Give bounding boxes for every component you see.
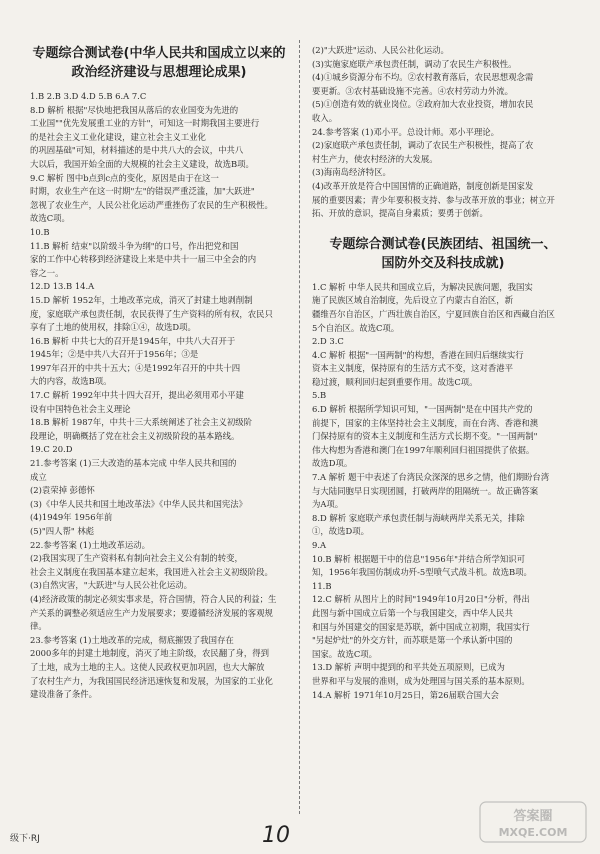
answer-line: 国家。故选C项。 (312, 648, 378, 659)
answer-line: 10.B 解析 根据题干中的信息"1956年"并结合所学知识可 (312, 553, 525, 564)
answer-line: 时期，农业生产在这一时期"左"的错误严重泛滥，加"大跃进" (30, 186, 255, 197)
answer-line: (3)自然灾害，"大跃进"与人民公社化运动。 (30, 580, 192, 591)
answer-line: 故选D项。 (312, 458, 353, 469)
answer-line: 律。 (30, 621, 47, 632)
answer-line: 15.D 解析 1952年，土地改革完成，消灭了封建土地剥削制 (30, 294, 253, 305)
answer-line: 前提下，国家的主体坚持社会主义制度，而在台湾、香港和澳 (312, 417, 539, 428)
answer-line: 9.A (312, 540, 327, 550)
answer-list-section1 (30, 90, 288, 702)
answer-line: (5)"四人帮" 林彪 (30, 526, 95, 536)
answer-list-continued (312, 44, 574, 221)
answer-line: 8.D 解析 家庭联产承包责任制与海峡两岸关系无关，排除 (312, 512, 525, 523)
answer-line: 14.A 解析 1971年10月25日，第26届联合国大会 (312, 689, 499, 700)
answer-line: 拓、开放的意识，提高自身素质；要勇于创新。 (312, 208, 488, 219)
svg-text:答案圈: 答案圈 (513, 809, 553, 824)
answer-line: 6.D 解析 根据所学知识可知，"一国两制"是在中国共产党的 (312, 404, 533, 415)
section-title-line: 专题综合测试卷(中华人民共和国成立以来的 (32, 46, 286, 61)
answer-line: 施了民族区域自治制度，先后设立了内蒙古自治区，新 (312, 295, 513, 306)
answer-line: 4.C 解析 根据"一国两制"的构想，香港在回归后继续实行 (312, 349, 524, 360)
answer-line: (3)海南岛经济特区。 (312, 167, 391, 178)
column-divider (299, 40, 300, 814)
answer-line: 忽视了农业生产，人民公社化运动严重挫伤了农民的生产积极性。 (30, 199, 273, 210)
answer-line: 大以后，我国开始全面的大规模的社会主义建设，故选B项。 (30, 158, 254, 169)
answer-line: 建设准备了条件。 (30, 689, 97, 700)
answer-line: 7.A 解析 题干中表述了台湾民众深深的思乡之情，他们期盼台湾 (312, 472, 550, 483)
section-title-unity-defense (312, 235, 574, 273)
answer-line: (4)改革开放是符合中国国情的正确道路，制度创新是国家发 (312, 180, 534, 191)
answer-line: 了农村生产力，为我国国民经济迅速恢复和发展，为国家的工业化 (30, 675, 273, 686)
answer-line: 18.B 解析 1987年，中共十三大系统阐述了社会主义初级阶 (30, 417, 252, 428)
answer-line: "另起炉灶"的外交方针，而苏联是第一个承认新中国的 (312, 635, 513, 646)
right-column (312, 44, 574, 702)
answer-line: 稳过渡，顺利回归起到重要作用。故选C项。 (312, 376, 478, 387)
section-title-politics-economy (30, 44, 288, 82)
answer-line: 故选C项。 (30, 213, 70, 224)
svg-text:MXQE.COM: MXQE.COM (498, 826, 568, 839)
answer-line: 22.参考答案 (1)土地改革运动。 (30, 539, 150, 550)
answer-line: 12.C 解析 从图片上的时间"1949年10月20日"分析，得出 (312, 594, 530, 605)
answer-line: 11.B 解析 结束"以阶级斗争为纲"的口号，作出把党和国 (30, 240, 239, 251)
answer-line: 村生产力，使农村经济的大发展。 (312, 153, 438, 164)
answer-list-section2 (312, 281, 574, 702)
answer-line: (2)我国实现了生产资料私有制向社会主义公有制的转变， (30, 553, 243, 564)
answer-line: 21.参考答案 (1)三大改造的基本完成 中华人民共和国的 (30, 458, 237, 469)
answer-line: 了土地，成为土地的主人。这使人民政权更加巩固，也大大解放 (30, 661, 265, 672)
answer-line: 19.C 20.D (30, 444, 73, 455)
section-title-line: 国防外交及科技成就) (381, 255, 505, 271)
answer-line: (3)实施家庭联产承包责任制，调动了农民生产积极性。 (312, 58, 517, 69)
answer-line: 伟大构想为香港和澳门在1997年顺利回归祖国提供了依据。 (312, 444, 535, 455)
answer-line: 为A项。 (312, 499, 344, 510)
answer-line: 11.B (312, 580, 332, 591)
answer-line: 的是社会主义工业化建设，建立社会主义工业化 (30, 131, 206, 142)
footer-grade-label: 级下·RJ (10, 834, 40, 844)
answer-line: (5)①创造有效的就业岗位。②政府加大农业投资，增加农民 (312, 99, 534, 110)
answer-line: 成立 (30, 471, 47, 482)
answer-line: 与大陆同胞早日实现团圆，打破两岸的阻隔统一。故正确答案 (312, 485, 539, 496)
answer-line: 产关系的调整必须适应生产力发展要求；要遵循经济发展的客观规 (30, 607, 273, 618)
answer-line: 此图与新中国成立后第一个与我国建交，西中华人民共 (312, 607, 513, 618)
answer-line: 9.C 解析 图中b点到c点的变化，原因是由于在这一 (30, 172, 219, 183)
answer-line: 5个自治区。故选C项。 (312, 322, 400, 333)
answer-line: (2)家庭联产承包责任制，调动了农民生产积极性，提高了农 (312, 140, 534, 151)
answer-line: 8.D 解析 根据"尽快地把我国从落后的农业国变为先进的 (30, 104, 239, 115)
answer-line: 13.D 解析 声明中提到的和平共处五项原则，已成为 (312, 662, 505, 673)
answer-line: 社会主义制度在我国基本建立起来，我国进入社会主义初级阶段。 (30, 566, 273, 577)
answer-line: 要更新。③农村基础设施不完善。④农村劳动力外流。 (312, 85, 513, 96)
answer-line: 设有中国特色社会主义理论 (30, 403, 131, 414)
answer-line: 10.B (30, 226, 50, 237)
left-column (30, 44, 288, 702)
answer-line: (2)"大跃进"运动、人民公社化运动。 (312, 45, 449, 55)
answer-line: (4)经济政策的制定必须实事求是，符合国情，符合人民的利益；生 (30, 593, 277, 604)
answer-line: ①，故选D项。 (312, 526, 369, 537)
answer-line: 5.B (312, 390, 327, 401)
answer-line: 家的工作中心转移到经济建设上来是中共十一届三中全会的内 (30, 254, 257, 265)
answer-line: 疆维吾尔自治区，广西壮族自治区，宁夏回族自治区和西藏自治区 (312, 308, 555, 319)
answer-line: 资本主义制度，保持原有的生活方式不变，这对香港平 (312, 363, 513, 374)
answer-line: 2000多年的封建土地制度，消灭了地主阶级，农民翻了身，得到 (30, 648, 270, 659)
answer-line: 23.参考答案 (1)土地改革的完成，彻底摧毁了我国存在 (30, 634, 234, 645)
answer-line: 17.C 解析 1992年中共十四大召开，提出必须用邓小平建 (30, 390, 244, 401)
answer-line: 16.B 解析 中共七大的召开是1945年，中共八大召开于 (30, 335, 236, 346)
answer-line: 24.参考答案 (1)邓小平。总设计师。邓小平理论。 (312, 126, 499, 137)
answer-line: 度，家庭联产承包责任制，农民获得了生产资料的所有权，农民只 (30, 308, 273, 319)
answer-line: (3)《中华人民共和国土地改革法》《中华人民共和国宪法》 (30, 498, 248, 509)
answer-line: 段理论，明确概括了党在社会主义初级阶段的基本路线。 (30, 430, 240, 441)
answer-line: 工业国""优先发展重工业的方针"，可知这一时期我国主要进行 (30, 118, 260, 129)
section-title-line: 政治经济建设与思想理论成果) (71, 65, 247, 80)
handwritten-page-number: 10 (262, 823, 290, 848)
answer-line: (4)①城乡资源分布不均。②农村教育落后，农民思想观念需 (312, 72, 534, 83)
answer-line: 1.B 2.B 3.D 4.D 5.B 6.A 7.C (30, 91, 147, 101)
answer-line: 收入。 (312, 112, 338, 123)
answer-line: 展的重要因素；青少年要积极支持、参与改革开放的事业；树立开 (312, 194, 555, 205)
answer-line: 1945年；②是中共八大召开于1956年；③是 (30, 349, 199, 360)
answer-line: 享有了土地的使用权，排除①④，故选D项。 (30, 322, 196, 333)
answer-line: 知，1956年我国仿制成功歼-5型喷气式战斗机。故选B项。 (312, 567, 532, 578)
answer-line: 1997年召开的中共十五大；④是1992年召开的中共十四 (30, 362, 241, 373)
answer-line: 门保持原有的资本主义制度和生活方式长期不变。"一国两制" (312, 431, 538, 442)
answer-line: 12.D 13.B 14.A (30, 281, 95, 292)
answer-line: 大的内容，故选B项。 (30, 376, 112, 387)
answer-line: 1.C 解析 中华人民共和国成立后，为解决民族问题，我国实 (312, 281, 533, 292)
answer-line: 世界和平与发展的准则，成为处理国与国关系的基本原则。 (312, 675, 530, 686)
answer-line: 和国与外国建交的国家是苏联，新中国成立初期，我国实行 (312, 621, 530, 632)
answer-line: 2.D 3.C (312, 336, 344, 347)
answer-line: (2)袁荣掉 彭德怀 (30, 485, 95, 496)
answer-line: 容之一。 (30, 267, 64, 278)
section-title-line: 专题综合测试卷(民族团结、祖国统一、 (329, 236, 557, 252)
watermark-logo (478, 800, 588, 844)
answer-line: 的巩固基础"可知，材料描述的是中共八大的会议，中共八 (30, 145, 244, 156)
answer-line: (4)1949年 1956年前 (30, 512, 113, 523)
